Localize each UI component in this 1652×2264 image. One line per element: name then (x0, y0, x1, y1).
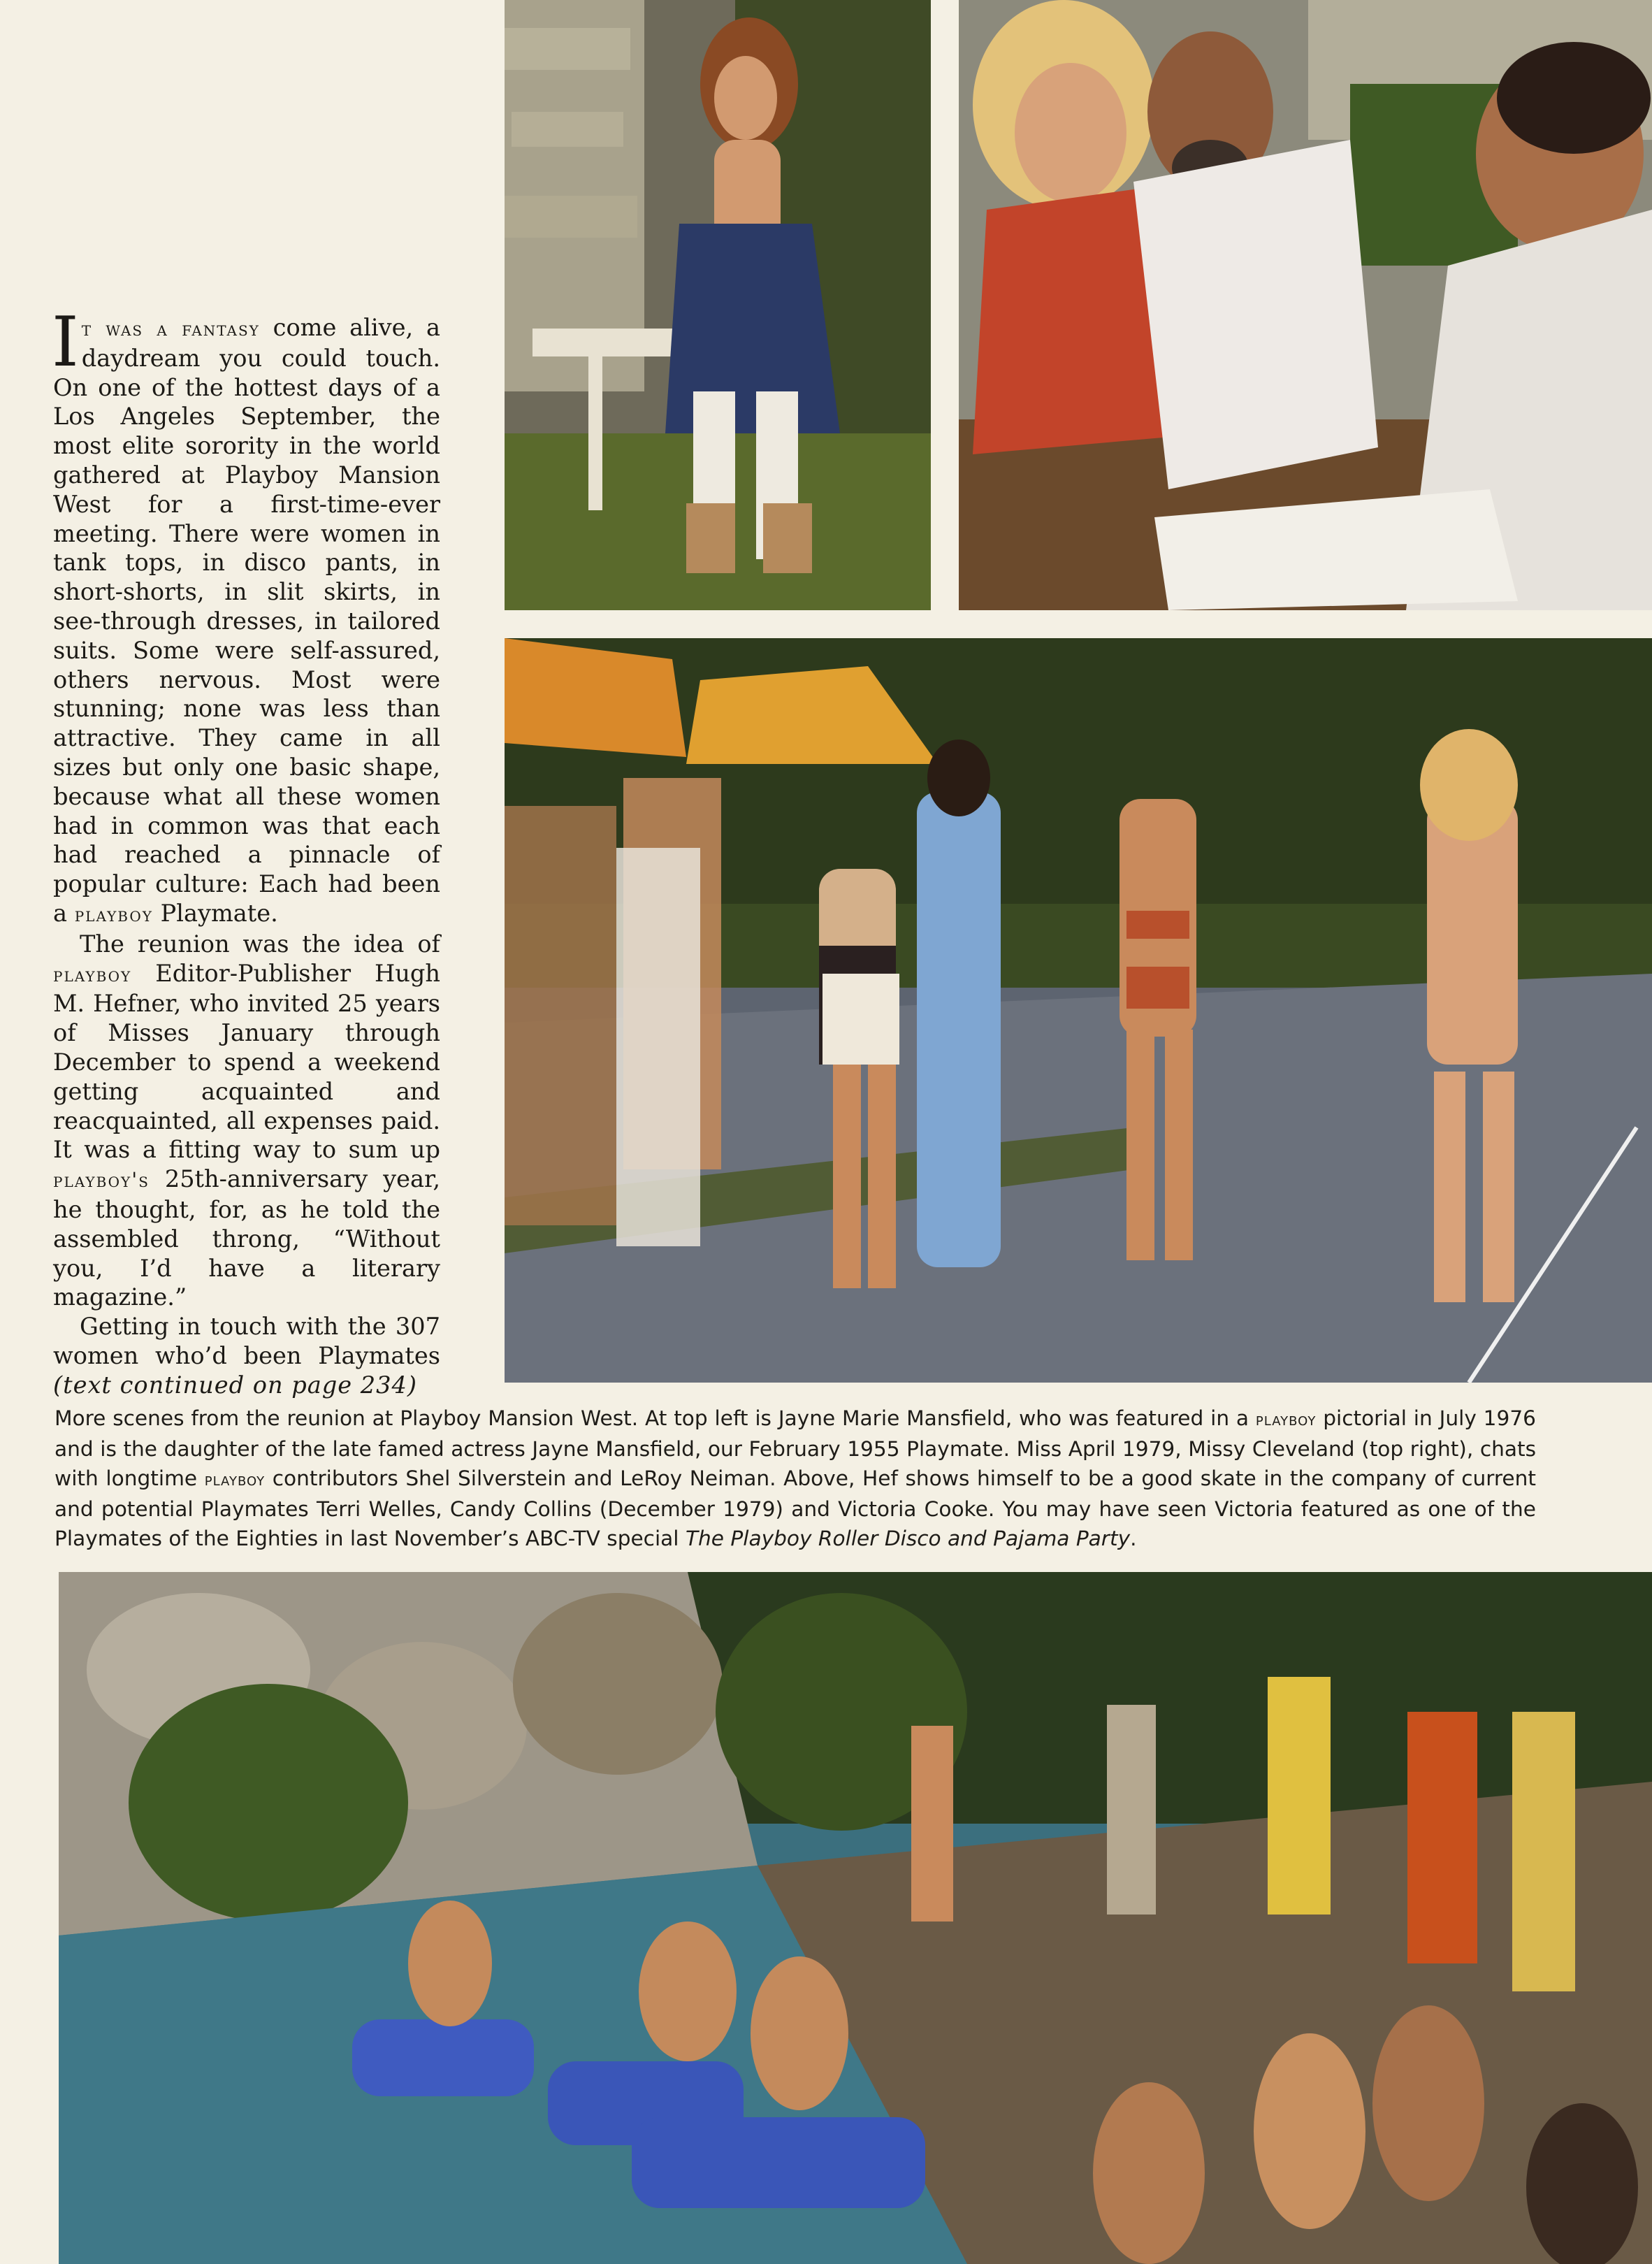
lead-in-small-caps: t was a fantasy (81, 317, 260, 340)
article-text-run: 25th-anniversary year, he thought, for, as he told the assembled throng, “Without you, I’d have a literary magazine.” (53, 1165, 440, 1311)
photo-caption (55, 1404, 1536, 1553)
brand-name-small-caps: playboy (53, 962, 132, 986)
drop-cap: I (52, 303, 79, 382)
brand-name-small-caps: playboy's (53, 1168, 150, 1192)
caption-text-run: contributors Shel Silverstein and LeRoy Neiman. Above, Hef shows himself to be a good skate in the company of current and potential Playmates Terri Welles, Candy Collins (December 1979) and Victoria Cooke. You may have seen Victoria featured as one of the Playmates of the Eighties in last November’s ABC-TV special (55, 1466, 1536, 1550)
article-text-run: The reunion was the idea of (80, 930, 440, 958)
brand-name-small-caps: playboy (74, 902, 153, 926)
photo-bottom-pool-party (59, 1572, 1652, 2264)
caption-text-run: More scenes from the reunion at Playboy Mansion West. At top left is Jayne Marie Mansfield, who was featured in a (55, 1406, 1256, 1430)
article-text-run: Playmate. (152, 899, 278, 927)
article-paragraph-3 (53, 1312, 440, 1399)
article-text-run: come alive, a daydream you could touch. On one of the hottest days of a Los Angeles September, the most elite sorority in the world gathered at Playboy Mansion West for a first-time-ever meeting. There were women in tank tops, in disco pants, in short-shorts, in slit skirts, in see-through dresses, in tailored suits. Some were self-assured, others nervous. Most were stunning; none was less than attractive. They came in all sizes but only one basic shape, because what all these women had in common was that each had reached a pinnacle of popular culture: Each had been a (53, 314, 440, 927)
article-paragraph-2 (53, 930, 440, 1312)
caption-text-run: pictorial in July 1976 and is the daughter of the late famed actress Jayne Mansfield, our February 1955 Playmate. Miss April 1979, Missy Cleveland (top right), chats with longtime (55, 1406, 1536, 1490)
brand-name-small-caps: playboy (1255, 1409, 1317, 1430)
article-text (52, 303, 440, 1399)
photo-top-left-jayne-marie-mansfield (505, 0, 931, 610)
article-paragraph-1 (52, 303, 440, 930)
continued-on-page-note: (text continued on page 234) (53, 1371, 417, 1399)
photo-middle-roller-skating (505, 638, 1652, 1383)
article-text-run: Editor-Publisher Hugh M. Hefner, who invited 25 years of Misses January through December to spend a weekend getting acquainted and reacquainted, all expenses paid. It was a fitting way to sum up (53, 959, 440, 1164)
photo-top-right-missy-cleveland-with-contributors (959, 0, 1652, 610)
article-text-run: Getting in touch with the 307 women who’d been Playmates (53, 1313, 440, 1369)
brand-name-small-caps: playboy (204, 1469, 266, 1490)
caption-text-run: . (1130, 1527, 1137, 1550)
tv-special-title: The Playboy Roller Disco and Pajama Party (685, 1527, 1131, 1550)
